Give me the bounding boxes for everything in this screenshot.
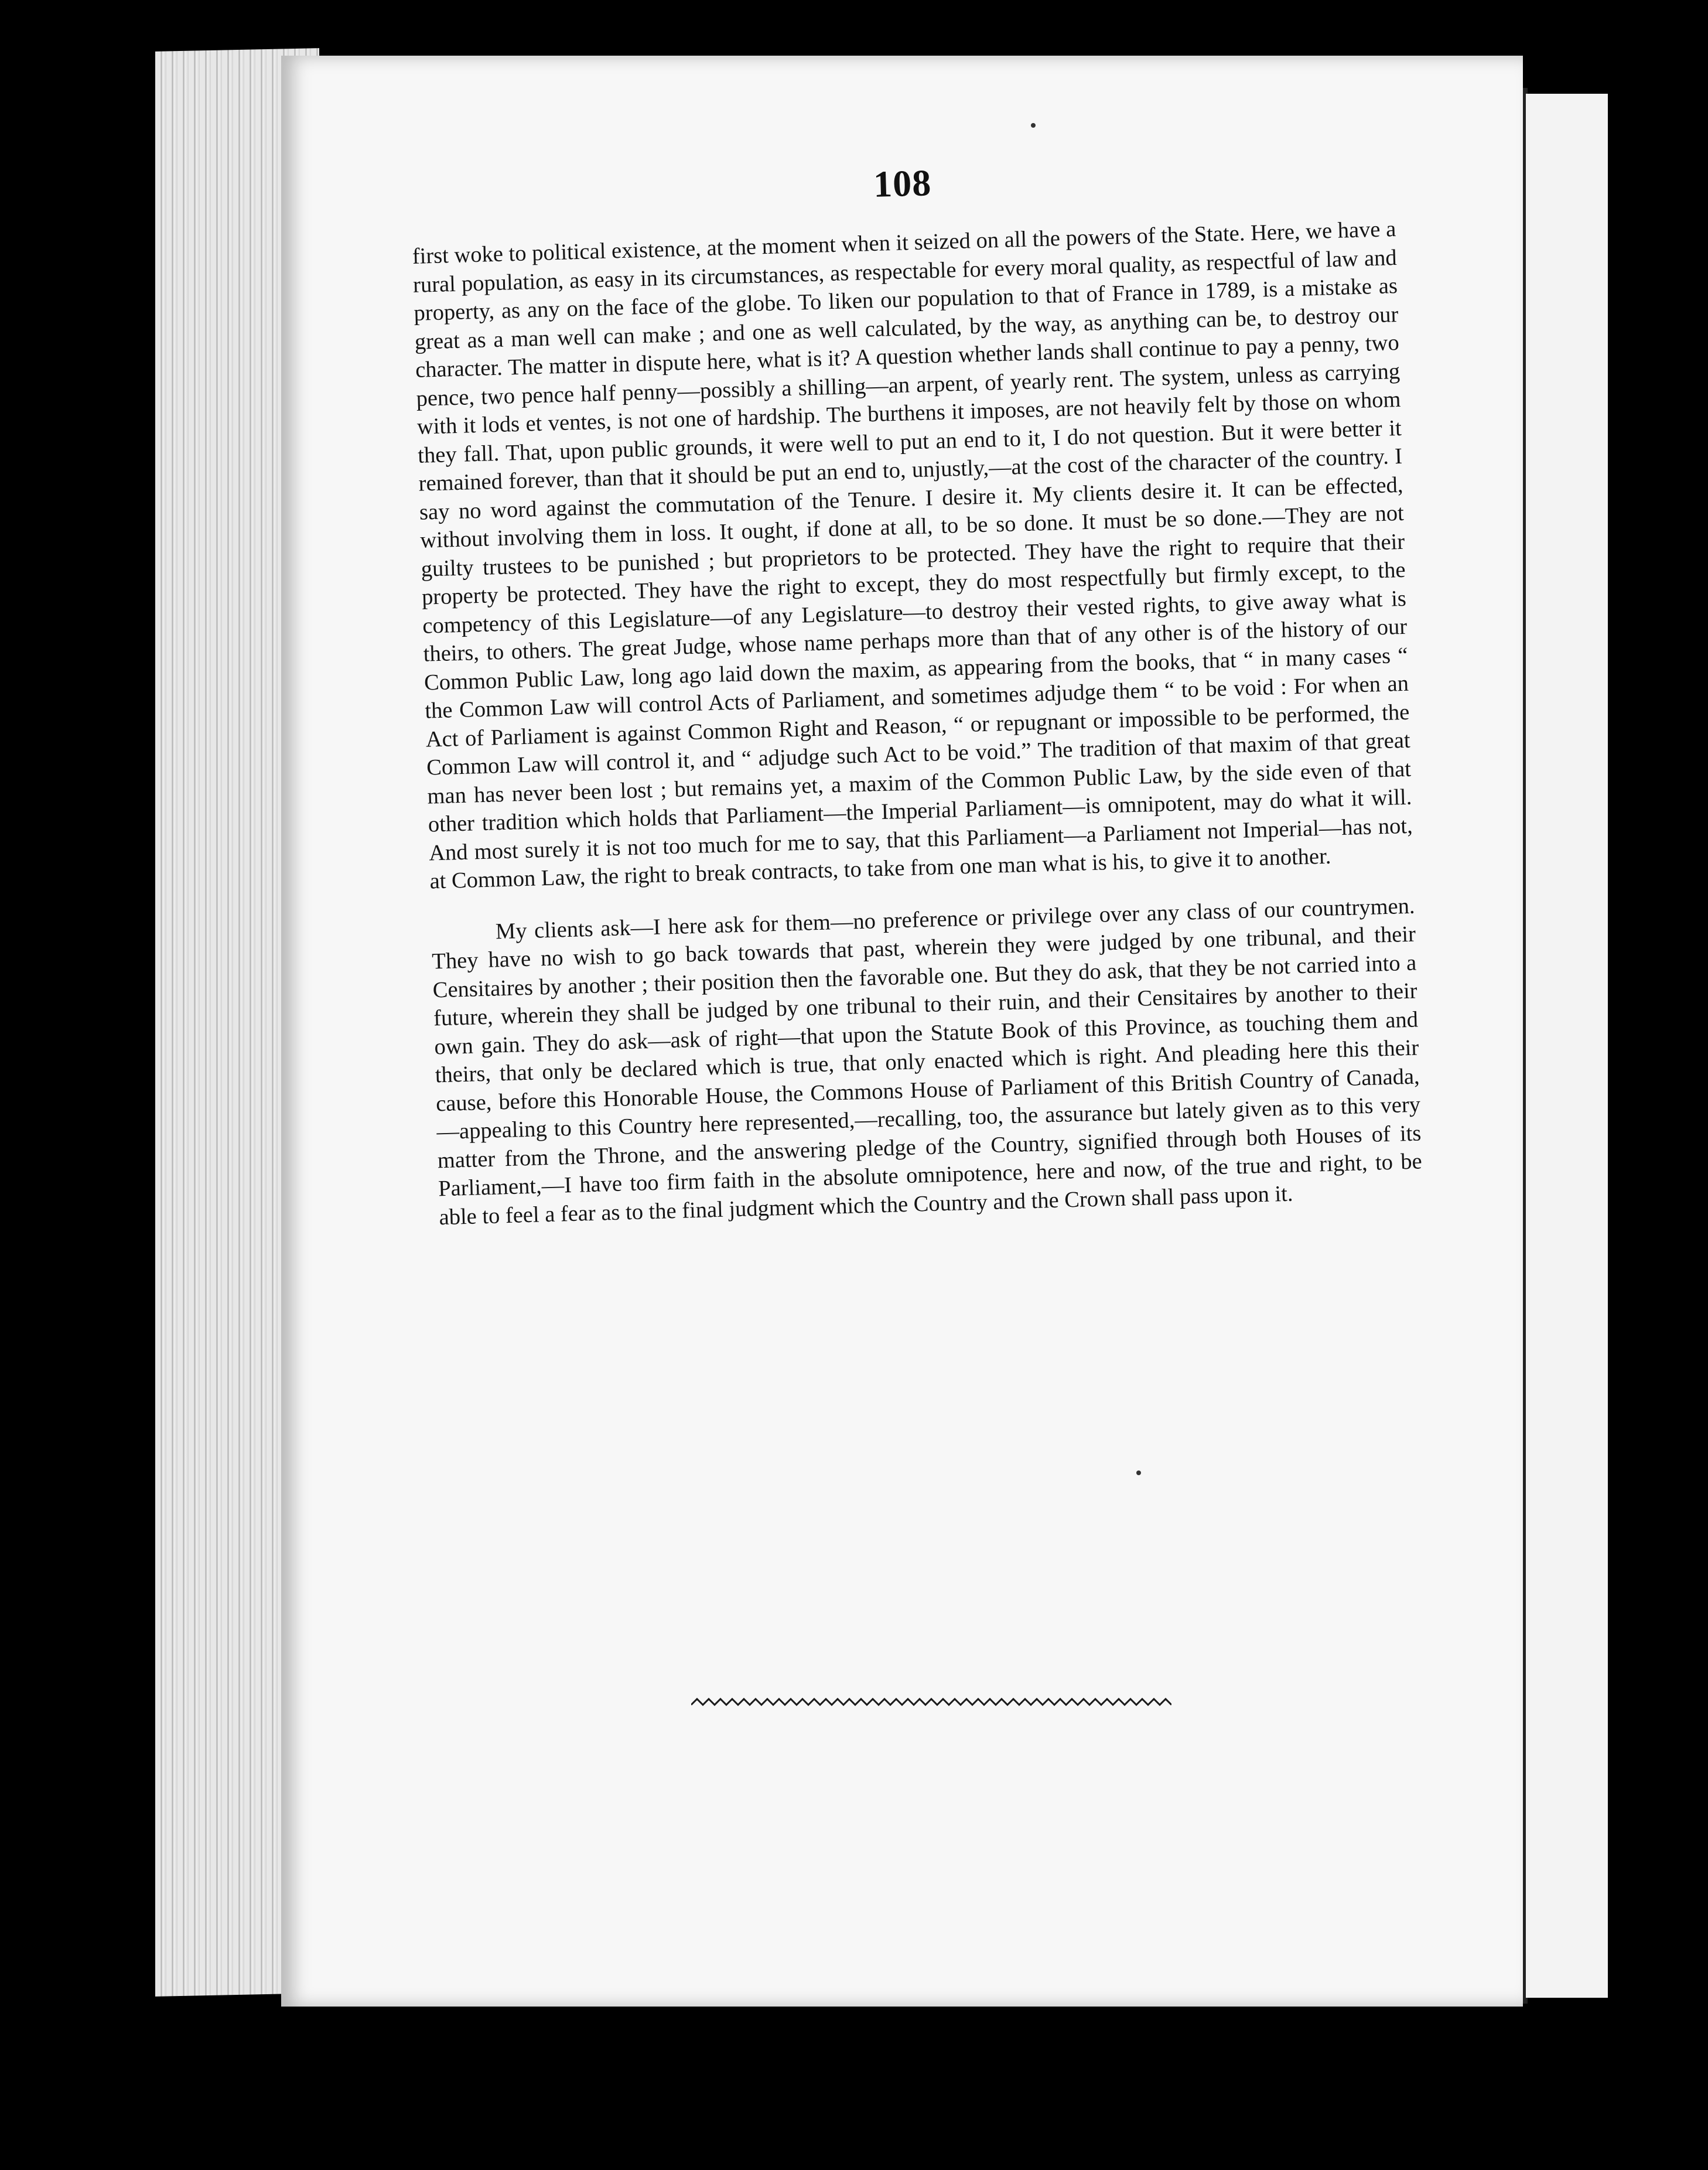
ornamental-rule [691, 1693, 1171, 1711]
paragraph-continued: first woke to political existence, at the moment when it seized on all the powers of the State. Here, we have a rural population, as easy in its circumstances, as respectable for every moral quality, as respectful of law and property, as any on the face of the globe. To liken our population to that of France in 1789, is a mistake as great as a man well can make ; and one as well calculated, by the way, as anything can be, to destroy our character. The matter in dispute here, what is it? A question whether lands shall continue to pay a penny, two pence, two pence half penny—possibly a shilling—an arpent, of yearly rent. The system, unless as carrying with it lods et ventes, is not one of hardship. The burthens it imposes, are not heavily felt by those on whom they fall. That, upon public grounds, it were well to put an end to it, I do not question. But it were better it remained forever, than that it should be put an end to, unjustly,—at the cost of the character of the country. I say no word against the commutation of the Tenure. I desire it. My clients desire it. It can be effected, without involving them in loss. It ought, if done at all, to be so done. It must be so done.—They are not guilty trustees to be punished ; but proprietors to be protected. They have the right to require that their property be protected. They have the right to except, they do most respectfully but firmly except, to the competency of this Legislature—of any Legislature—to destroy their vested rights, to give away what is theirs, to others. The great Judge, whose name perhaps more than that of any other is of the history of our Common Public Law, long ago laid down the maxim, as appearing from the books, that “ in many cases “ the Common Law will control Acts of Parliament, and sometimes adjudge them “ to be void : For when an Act of Parliament is against Common Right and Reason, “ or repugnant or impossible to be performed, the Common Law will control it, and “ adjudge such Act to be void.” The tradition of that maxim of that great man has never been lost ; but remains yet, a maxim of the Common Public Law, by the side even of that other tradition which holds that Parliament—the Imperial Parliament—is omnipotent, may do what it will. And most surely it is not too much for me to say, that this Parliament—a Parliament not Imperial—has not, at Common Law, the right to break contracts, to take from one man what is his, to give it to another. [412, 217, 1413, 894]
paragraph-clients: My clients ask—I here ask for them—no preference or privilege over any class of our countrymen. They have no wish to go back towards that past, wherein they were judged by one tribunal, and their Censitaires by another ; their position then the favorable one. But they do ask, that they be not carried into a future, wherein they shall be judged by one tribunal to their ruin, and their Censitaires by another to their own gain. They do ask—ask of right—that upon the Statute Book of this Province, as touching them and theirs, that only be declared which is true, that only enacted which is right. And pleading here this their cause, before this Honorable House, the Commons House of Parliament of this British Country of Canada, —appealing to this Country here represented,—recalling, too, the assurance but lately given as to this very matter from the Throne, and the answering pledge of the Country, signified through both Houses of its Parliament,—I have too firm faith in the absolute omnipotence, here and now, of the true and right, to be able to feel a fear as to the final judgment which the Country and the Crown shall pass upon it. [431, 893, 1423, 1230]
paper-speck [1031, 123, 1036, 128]
paper-speck [1136, 1470, 1141, 1475]
page-content [410, 148, 1423, 1231]
page-number: 108 [873, 162, 932, 205]
facing-page [1526, 94, 1608, 1998]
